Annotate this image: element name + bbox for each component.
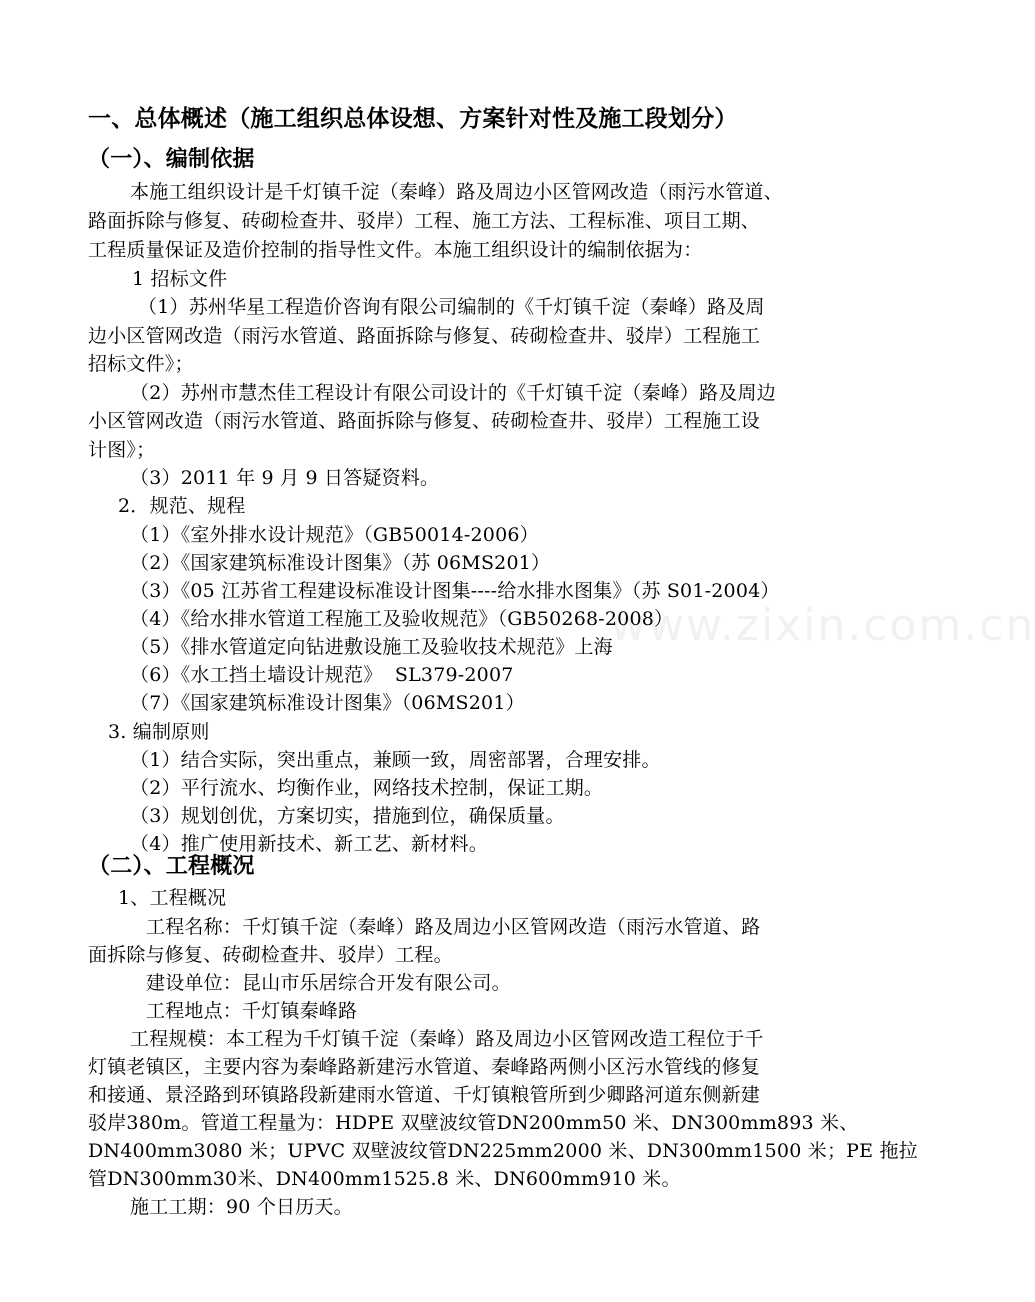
subsection-title: 2．规范、规程: [118, 495, 246, 517]
paragraph-line: 面拆除与修复、砖砌检查井、驳岸）工程。: [88, 944, 453, 966]
list-item: （6）《水工挡土墙设计规范》 SL379-2007: [130, 664, 514, 686]
list-item-continued: 边小区管网改造（雨污水管道、路面拆除与修复、砖砌检查井、驳岸）工程施工: [88, 325, 761, 347]
list-item-continued: 计图》；: [88, 439, 156, 461]
watermark: www.zixin.com.cn: [610, 600, 1035, 651]
paragraph-line: 工程质量保证及造价控制的指导性文件。本施工组织设计的编制依据为：: [88, 239, 703, 261]
list-item: （7）《国家建筑标准设计图集》（06MS201）: [130, 692, 525, 714]
list-item: （3）《05 江苏省工程建设标准设计图集----给水排水图集》（苏 S01-2004）: [130, 580, 780, 602]
list-item: （1）苏州华星工程造价咨询有限公司编制的《千灯镇千淀（秦峰）路及周: [138, 296, 765, 318]
paragraph-line: 管DN300mm30米、DN400mm1525.8 米、DN600mm910 米。: [88, 1168, 681, 1190]
subsection-title: 3. 编制原则: [108, 721, 210, 743]
project-name-line: 工程名称：千灯镇千淀（秦峰）路及周边小区管网改造（雨污水管道、路: [146, 916, 761, 938]
list-item: （4）推广使用新技术、新工艺、新材料。: [130, 833, 488, 855]
location-line: 工程地点：千灯镇秦峰路: [146, 1000, 358, 1022]
subsection-title: 1、工程概况: [118, 887, 227, 909]
paragraph-line: 路面拆除与修复、砖砌检查井、驳岸）工程、施工方法、工程标准、项目工期、: [88, 210, 761, 232]
list-item: （4）《给水排水管道工程施工及验收规范》（GB50268-2008）: [130, 608, 674, 630]
paragraph-line: 本施工组织设计是千灯镇千淀（秦峰）路及周边小区管网改造（雨污水管道、: [130, 181, 783, 203]
list-item-continued: 招标文件》；: [88, 353, 194, 375]
list-item: （2）平行流水、均衡作业，网络技术控制，保证工期。: [130, 777, 604, 799]
paragraph-line: 和接通、景泾路到环镇路段新建雨水管道、千灯镇粮管所到少卿路河道东侧新建: [88, 1084, 761, 1106]
list-item: （3）2011 年 9 月 9 日答疑资料。: [130, 467, 440, 489]
list-item: （2）苏州市慧杰佳工程设计有限公司设计的《千灯镇千淀（秦峰）路及周边: [130, 382, 776, 404]
list-item: （3）规划创优，方案切实，措施到位，确保质量。: [130, 805, 565, 827]
list-item-continued: 小区管网改造（雨污水管道、路面拆除与修复、砖砌检查井、驳岸）工程施工设: [88, 410, 761, 432]
scale-line: 工程规模：本工程为千灯镇千淀（秦峰）路及周边小区管网改造工程位于千: [130, 1028, 764, 1050]
builder-line: 建设单位：昆山市乐居综合开发有限公司。: [146, 972, 511, 994]
section-title-overview: （二）、工程概况: [88, 854, 255, 879]
subsection-title: 1 招标文件: [132, 268, 228, 290]
paragraph-line: 驳岸380m。管道工程量为：HDPE 双壁波纹管DN200mm50 米、DN300mm893 米、: [88, 1112, 859, 1134]
list-item: （1）《室外排水设计规范》（GB50014-2006）: [130, 524, 539, 546]
list-item: （2）《国家建筑标准设计图集》（苏 06MS201）: [130, 552, 551, 574]
paragraph-line: 灯镇老镇区，主要内容为秦峰路新建污水管道、秦峰路两侧小区污水管线的修复: [88, 1056, 761, 1078]
list-item: （1）结合实际，突出重点，兼顾一致，周密部署，合理安排。: [130, 749, 661, 771]
duration-line: 施工工期：90 个日历天。: [130, 1196, 353, 1218]
paragraph-line: DN400mm3080 米；UPVC 双壁波纹管DN225mm2000 米、DN300mm1500 米；PE 拖拉: [88, 1140, 918, 1162]
list-item: （5）《排水管道定向钻进敷设施工及验收技术规范》上海: [130, 636, 613, 658]
main-heading: 一、总体概述（施工组织总体设想、方案针对性及施工段划分）: [88, 106, 738, 132]
section-title-basis: （一）、编制依据: [88, 147, 255, 172]
